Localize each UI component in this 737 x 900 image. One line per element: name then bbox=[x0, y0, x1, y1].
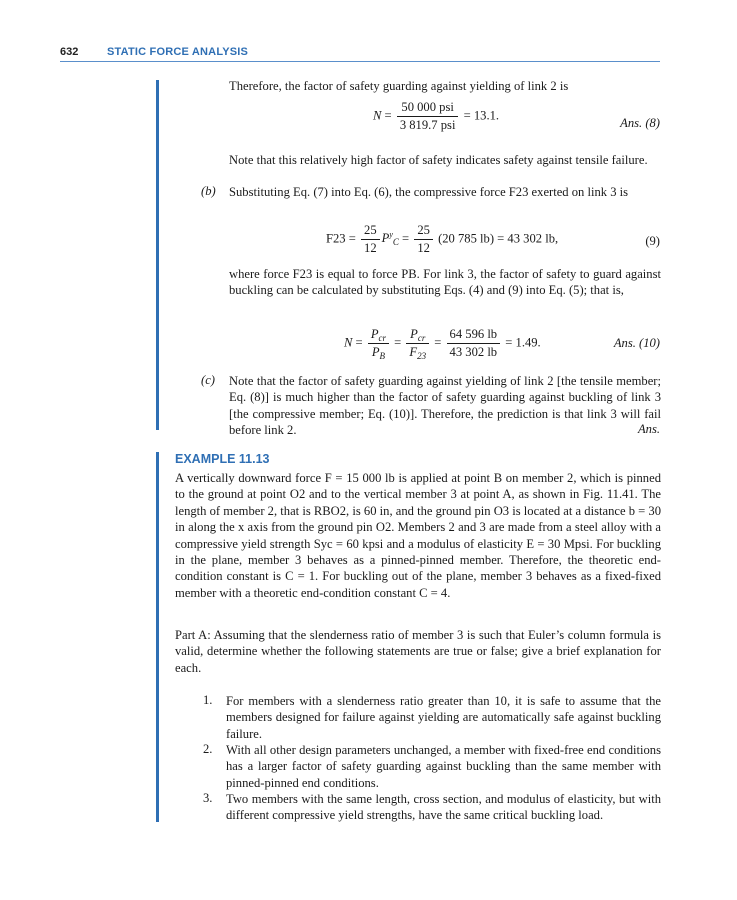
header-rule bbox=[60, 61, 660, 62]
eq9-fraction-1 bbox=[361, 223, 380, 256]
eq8-denominator: 3 819.7 psi bbox=[399, 118, 456, 132]
eq10-num3: 64 596 lb bbox=[447, 327, 501, 344]
example-problem-text: A vertically downward force F = 15 000 lb is applied at point B on member 2, which is pinned to the ground at point O2 and to the vertical member 3 at point A, as shown in Fig. 11.41. The length of member 2, that is RBO2, is 60 in, and the ground pin O3 is located at a distance b = 30 in along the x axis from the ground pin O2. Members 2 and 3 are made from a steel alloy with a compressive yield strength Syc = 60 kpsi and a modulus of elasticity E = 30 Mpsi. For buckling in the plane, member 3 behaves as a pinned-pinned member. Therefore, the theoretic end-condition constant is C = 1. For buckling out of the plane, member 3 behaves as a fixed-fixed member with a theoretic end-condition constant C = 4. bbox=[175, 471, 661, 600]
eq10-fraction-2: $\frac{P_{cr}}{F_{23}}$ bbox=[406, 327, 429, 360]
part-c-tag-text: Ans. bbox=[637, 422, 660, 436]
item-1-number: 1. bbox=[203, 693, 213, 707]
eq10-den3: 43 302 lb bbox=[449, 345, 498, 359]
eq10-lhs: N bbox=[344, 335, 353, 350]
eq8-tag-text: Ans. (8) bbox=[620, 116, 660, 130]
part-b-text: where force F23 is equal to force PB. For link 3, the factor of safety to guard against buckling can be calculated by substituting Eqs. (4) and (9) into Eq. (5); that is, bbox=[229, 267, 661, 298]
item-2-number: 2. bbox=[203, 742, 213, 756]
item-2-text: With all other design parameters unchanged, a member with fixed-free end conditions has a larger factor of safety guarding against buckling than the same member with pinned-pinned end conditions. bbox=[226, 743, 661, 790]
eq9-num2: 25 bbox=[414, 223, 433, 240]
part-c-label bbox=[201, 373, 215, 388]
part-b-label-text: (b) bbox=[201, 184, 216, 198]
running-header bbox=[60, 44, 660, 64]
eq10-tag bbox=[614, 336, 660, 351]
eq9-num1: 25 bbox=[361, 223, 380, 240]
eq9-den2: 12 bbox=[417, 241, 430, 255]
eq8-numerator: 50 000 psi bbox=[397, 100, 459, 117]
eq9-mid: = bbox=[402, 231, 413, 246]
eq9-lhs: F23 = bbox=[326, 231, 356, 246]
item-3-text: Two members with the same length, cross section, and modulus of elasticity, but with different compressive yield strengths, have the same critical buckling load. bbox=[226, 792, 661, 823]
equation-9: F23 = $\frac{25}{12}$ $P^y_C$ = $\frac{25}{12}$ (20 785 lb) = 43 302 lb, bbox=[326, 223, 559, 255]
example-part-a-text: Part A: Assuming that the slenderness ratio of member 3 is such that Euler’s column formula is valid, determine whether the following statements are true or false; give a brief explanation for each. bbox=[175, 628, 661, 675]
part-b-label bbox=[201, 184, 216, 199]
eq10-result: = 1.49. bbox=[505, 335, 541, 350]
part-c-label-text: (c) bbox=[201, 373, 215, 387]
part-c-text: Note that the factor of safety guarding against yielding of link 2 [the tensile member; Eq. (8)] is much higher than the factor of safety guarding against buckling of link 3 [the compressive member; Eq. (10)]. Therefore, the prediction is that link 3 will fail before link 2. bbox=[229, 374, 661, 438]
item-3-number: 3. bbox=[203, 791, 213, 805]
example-margin-bar bbox=[156, 452, 159, 822]
eq8-result: = 13.1. bbox=[463, 108, 500, 123]
part-c-tag bbox=[638, 422, 660, 437]
eq10-fraction-3 bbox=[447, 327, 501, 360]
note-text: Note that this relatively high factor of safety indicates safety against tensile failure. bbox=[229, 153, 648, 167]
eq8-lhs: N bbox=[373, 108, 382, 123]
part-b-intro: Substituting Eq. (7) into Eq. (6), the compressive force F23 exerted on link 3 is bbox=[229, 185, 629, 199]
page-number: 632 bbox=[60, 46, 79, 58]
intro-text: Therefore, the factor of safety guarding against yielding of link 2 is bbox=[229, 79, 569, 93]
eq9-tag: (9) bbox=[645, 234, 660, 248]
solution-margin-bar bbox=[156, 80, 159, 430]
eq10-tag-text: Ans. (10) bbox=[613, 336, 660, 350]
eq9-rest: (20 785 lb) = 43 302 lb, bbox=[438, 231, 559, 246]
eq8-tag bbox=[620, 116, 660, 131]
eq10-fraction-1: $\frac{P_{cr}}{P_B}$ bbox=[368, 327, 389, 360]
eq9-den1: 12 bbox=[364, 241, 377, 255]
section-title: STATIC FORCE ANALYSIS bbox=[107, 46, 249, 58]
equation-8: N = $\frac{\text{50 000 psi}}{\text{3 819.7 psi}}$ = 13.1. bbox=[373, 100, 500, 132]
equation-10: N = $\frac{P_{cr}}{P_B}$ = $\frac{P_{cr}}{F_{23}}$ = $\frac{64 596 lb}{43 302 lb}$ = 1.49. bbox=[344, 327, 541, 361]
example-title: EXAMPLE 11.13 bbox=[175, 452, 270, 466]
eq8-fraction bbox=[397, 100, 459, 133]
eq9-fraction-2 bbox=[414, 223, 433, 256]
item-1-text: For members with a slenderness ratio greater than 10, it is safe to assume that the members designed for failure against yielding are automatically safe against buckling failure. bbox=[226, 694, 661, 741]
